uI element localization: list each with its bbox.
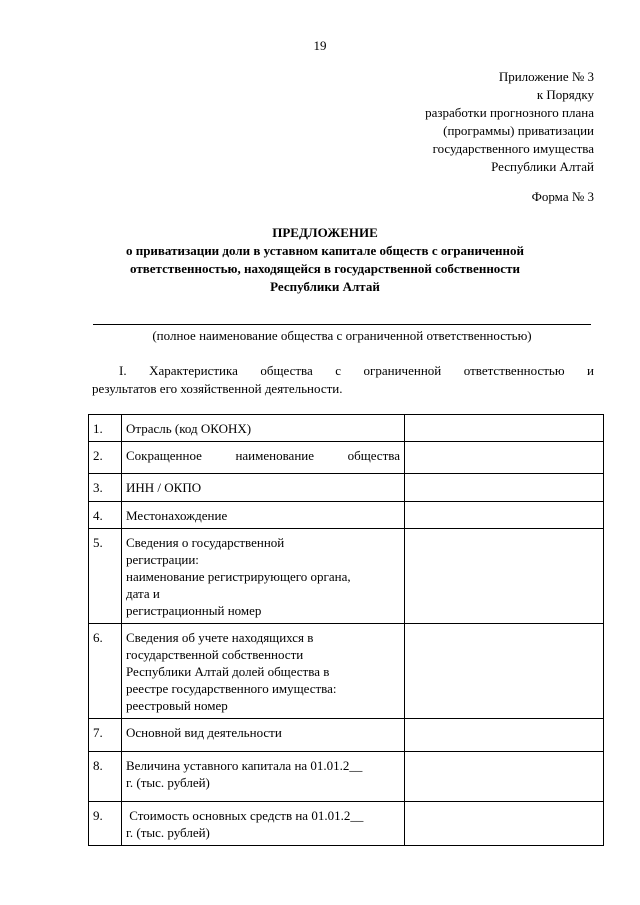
row-label-line: наименование регистрирующего органа,	[126, 569, 351, 584]
form-number: Форма № 3	[531, 189, 594, 204]
section-line: I. Характеристика общества с ограниченной ответственностью и	[119, 363, 594, 378]
row-value-cell[interactable]	[405, 502, 604, 529]
section-heading	[92, 362, 594, 398]
row-value-cell[interactable]	[405, 802, 604, 846]
row-label-line: регистрации:	[126, 552, 199, 567]
row-label-line: Сокращенное наименование общества	[126, 448, 400, 463]
row-label	[122, 442, 405, 474]
row-label-line: Величина уставного капитала на 01.01.2__	[126, 758, 363, 773]
row-label-line: Отрасль (код ОКОНХ)	[126, 421, 252, 436]
row-number: 8.	[89, 752, 122, 802]
row-number: 7.	[89, 719, 122, 752]
row-value-cell[interactable]	[405, 442, 604, 474]
title-line: о приватизации доли в уставном капитале обществ с ограниченной	[125, 243, 525, 258]
row-value-cell[interactable]	[405, 474, 604, 502]
row-number: 9.	[89, 802, 122, 846]
appendix-line: (программы) приватизации	[443, 123, 594, 138]
row-label	[122, 802, 405, 846]
row-label	[122, 752, 405, 802]
document-title	[80, 224, 570, 296]
appendix-line: Республики Алтай	[491, 159, 594, 174]
row-label-line: государственной собственности	[126, 647, 304, 662]
title-heading: ПРЕДЛОЖЕНИЕ	[272, 225, 378, 240]
table-row	[89, 529, 604, 624]
row-number: 3.	[89, 474, 122, 502]
section-line: результатов его хозяйственной деятельности.	[92, 381, 343, 396]
row-number: 4.	[89, 502, 122, 529]
row-label-line: Республики Алтай долей общества в	[126, 664, 330, 679]
row-value-cell[interactable]	[405, 529, 604, 624]
row-label-line: Основной вид деятельности	[126, 725, 282, 740]
characteristics-table	[88, 414, 604, 846]
table-row	[89, 752, 604, 802]
company-name-line	[93, 324, 591, 325]
row-label-line: г. (тыс. рублей)	[126, 825, 210, 840]
table-row	[89, 442, 604, 474]
row-label	[122, 624, 405, 719]
table-row	[89, 802, 604, 846]
row-label-line: Стоимость основных средств на 01.01.2__	[126, 808, 364, 823]
row-label-line: Сведения о государственной	[126, 535, 285, 550]
row-label-line: ИНН / ОКПО	[126, 480, 202, 495]
row-label-line: регистрационный номер	[126, 603, 262, 618]
appendix-line: Приложение № 3	[498, 69, 594, 84]
row-value-cell[interactable]	[405, 415, 604, 442]
row-label	[122, 415, 405, 442]
appendix-line: разработки прогнозного плана	[425, 105, 594, 120]
title-line: ответственностью, находящейся в государственной собственности	[130, 261, 520, 276]
table-row	[89, 415, 604, 442]
table-row	[89, 624, 604, 719]
row-value-cell[interactable]	[405, 719, 604, 752]
table-row	[89, 719, 604, 752]
row-label	[122, 719, 405, 752]
row-value-cell[interactable]	[405, 624, 604, 719]
title-line: Республики Алтай	[270, 279, 380, 294]
row-label-line: Местонахождение	[126, 508, 228, 523]
row-label	[122, 529, 405, 624]
row-number: 2.	[89, 442, 122, 474]
row-label-line: г. (тыс. рублей)	[126, 775, 210, 790]
row-label-line: реестре государственного имущества:	[126, 681, 337, 696]
table-row	[89, 502, 604, 529]
row-label-line: Сведения об учете находящихся в	[126, 630, 314, 645]
row-label-line: дата и	[126, 586, 160, 601]
row-value-cell[interactable]	[405, 752, 604, 802]
appendix-line: государственного имущества	[432, 141, 594, 156]
row-number: 6.	[89, 624, 122, 719]
row-number: 5.	[89, 529, 122, 624]
page-number: 19	[313, 38, 327, 53]
table-row	[89, 474, 604, 502]
row-label	[122, 474, 405, 502]
row-label-line: реестровый номер	[126, 698, 228, 713]
appendix-block	[425, 68, 594, 176]
appendix-line: к Порядку	[536, 87, 594, 102]
row-label	[122, 502, 405, 529]
row-number: 1.	[89, 415, 122, 442]
company-name-caption: (полное наименование общества с ограниченной ответственностью)	[152, 328, 532, 343]
